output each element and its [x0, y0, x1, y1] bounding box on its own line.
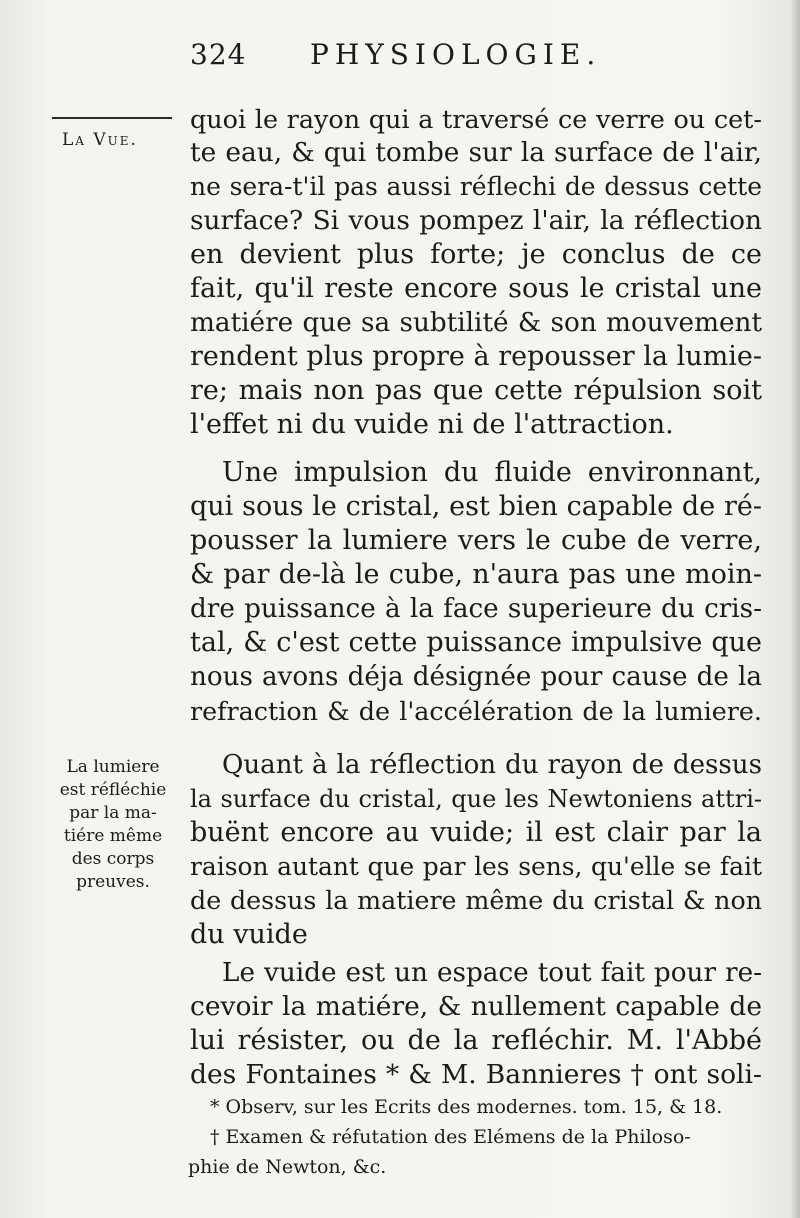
- text-line: de dessus la matiere même du cristal & non: [190, 886, 762, 915]
- sidenote-line: tiére même: [63, 826, 163, 846]
- text-line: la surface du cristal, que les Newtoniens attri-: [190, 785, 762, 813]
- running-title: PHYSIOLOGIE.: [310, 38, 602, 71]
- text-line: lui résister, ou de la refléchir. M. l'Abbé: [190, 1025, 762, 1056]
- text-line: buënt encore au vuide; il est clair par la: [190, 817, 762, 848]
- text-line: pousser la lumiere vers le cube de verre,: [190, 525, 762, 556]
- paragraph-4: [190, 956, 762, 1092]
- paragraph-1: [190, 102, 762, 442]
- footnote-2-continued: phie de Newton, &c.: [188, 1156, 387, 1178]
- text-line: Le vuide est un espace tout fait pour re-: [222, 958, 762, 988]
- paragraph-3: [190, 748, 762, 952]
- text-line: rendent plus propre à repousser la lumie-: [190, 341, 762, 372]
- text-line: l'effet ni du vuide ni de l'attraction.: [190, 409, 674, 440]
- footnote-1: * Observ, sur les Ecrits des modernes. tom. 15, & 18.: [210, 1096, 723, 1118]
- page-edge-shadow: [790, 0, 800, 1218]
- text-line: raison autant que par les sens, qu'elle se fait: [190, 852, 762, 881]
- text-line: nous avons déja désignée pour cause de la: [190, 662, 762, 692]
- sidenote-line: par la ma-: [69, 803, 157, 823]
- footnote-2: † Examen & réfutation des Elémens de la Philoso-: [210, 1126, 691, 1148]
- text-line: matiére que sa subtilité & son mouvement: [190, 308, 762, 338]
- text-line: dre puissance à la face superieure du cris-: [190, 594, 762, 624]
- margin-section-title: La Vue.: [62, 130, 138, 150]
- text-line: te eau, & qui tombe sur la surface de l'air,: [190, 137, 762, 168]
- text-line: & par de-là le cube, n'aura pas une moin-: [190, 559, 762, 590]
- page-header: [190, 38, 650, 84]
- text-line: quoi le rayon qui a traversé ce verre ou cet-: [190, 104, 762, 134]
- text-line: des Fontaines * & M. Bannieres † ont soli-: [190, 1059, 762, 1090]
- page-number: 324: [190, 38, 247, 71]
- paragraph-2: [190, 456, 762, 728]
- text-line: fait, qu'il reste encore sous le cristal une: [190, 273, 762, 304]
- text-line: Une impulsion du fluide environnant,: [222, 457, 762, 488]
- text-line: surface? Si vous pompez l'air, la réflection: [190, 205, 762, 236]
- text-line: Quant à la réflection du rayon de dessus: [222, 750, 762, 780]
- text-line: du vuide: [190, 919, 308, 950]
- sidenote-line: est réfléchie: [59, 780, 167, 800]
- text-line: tal, & c'est cette puissance impulsive que: [190, 627, 762, 658]
- sidenote-line: des corps: [71, 849, 155, 869]
- sidenote-line: La lumiere: [66, 757, 160, 777]
- text-line: ne sera-t'il pas aussi réflechi de dessus cette: [190, 172, 762, 201]
- text-line: qui sous le cristal, est bien capable de ré-: [190, 491, 762, 522]
- text-line: refraction & de l'accélération de la lumiere.: [190, 696, 762, 726]
- text-line: re; mais non pas que cette répulsion soit: [190, 375, 762, 406]
- footnotes: [188, 1092, 763, 1182]
- margin-sidenote: [42, 756, 184, 894]
- text-line: en devient plus forte; je conclus de ce: [190, 239, 762, 270]
- margin-rule: [52, 117, 172, 119]
- text-line: cevoir la matiére, & nullement capable de: [190, 991, 762, 1022]
- main-text: [190, 102, 762, 1092]
- sidenote-line: preuves.: [76, 872, 150, 892]
